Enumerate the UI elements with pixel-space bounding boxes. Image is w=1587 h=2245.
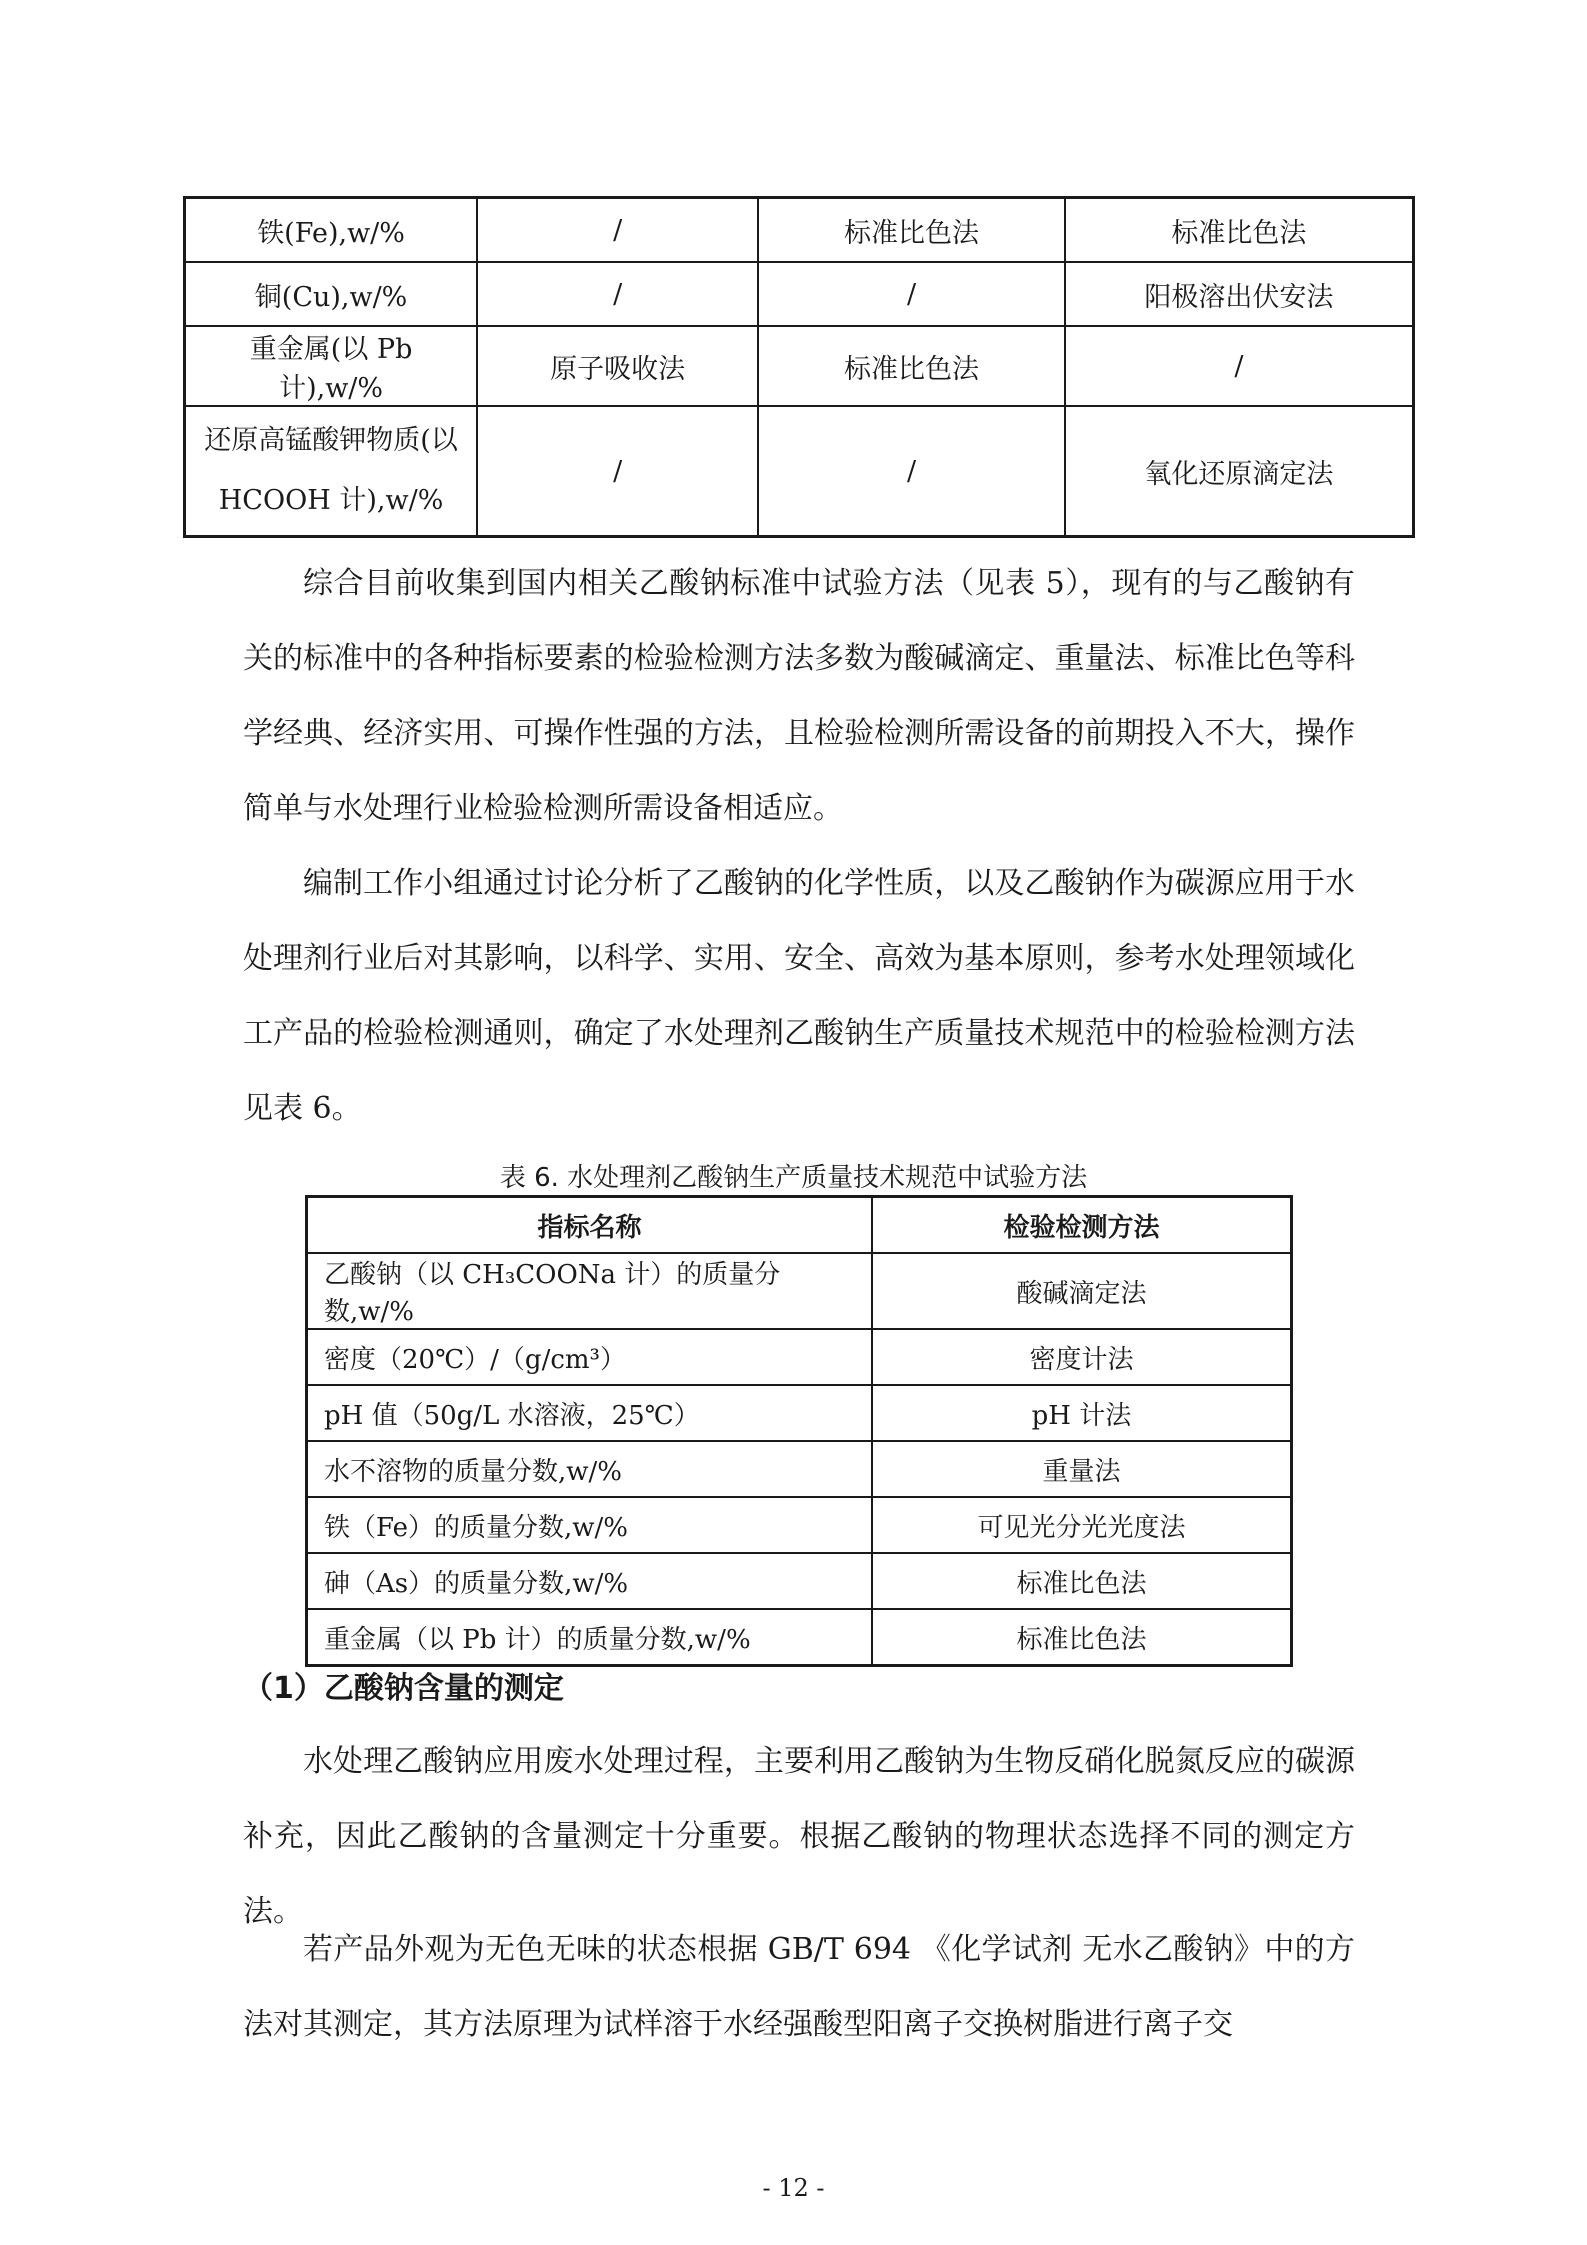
column-header: 检验检测方法 [872, 1197, 1292, 1254]
table-row [307, 1385, 1292, 1441]
table-cell: 氧化还原滴定法 [1065, 406, 1414, 537]
table-cell: 重金属（以 Pb 计）的质量分数,w/% [307, 1609, 872, 1666]
table-cell: 密度计法 [872, 1329, 1292, 1385]
table-cell: 乙酸钠（以 CH₃COONa 计）的质量分数,w/% [307, 1253, 872, 1329]
table-cell: 可见光分光光度法 [872, 1497, 1292, 1553]
table-caption: 表 6. 水处理剂乙酸钠生产质量技术规范中试验方法 [499, 1163, 1088, 1193]
table-header-row [307, 1197, 1292, 1254]
table-row [185, 262, 1414, 326]
table-cell: 砷（As）的质量分数,w/% [307, 1553, 872, 1609]
table-row [307, 1609, 1292, 1666]
table-cell: 重金属(以 Pb 计),w/% [185, 326, 478, 406]
table-row [185, 326, 1414, 406]
table-row [307, 1497, 1292, 1553]
cell-line: 还原高锰酸钾物质(以 [204, 425, 458, 456]
section-heading: （1）乙酸钠含量的测定 [243, 1671, 564, 1706]
table-cell: 标准比色法 [872, 1609, 1292, 1666]
table-cell: pH 计法 [872, 1385, 1292, 1441]
table-cell [185, 406, 478, 537]
table-cell: 阳极溶出伏安法 [1065, 262, 1414, 326]
table-cell: / [477, 198, 758, 263]
table-cell: 铁（Fe）的质量分数,w/% [307, 1497, 872, 1553]
table-5-continuation [183, 196, 1415, 538]
paragraph: 编制工作小组通过讨论分析了乙酸钠的化学性质，以及乙酸钠作为碳源应用于水处理剂行业后对其影响，以科学、实用、安全、高效为基本原则，参考水处理领域化工产品的检验检测通则，确定了水处理剂乙酸钠生产质量技术规范中的检验检测方法见表 6。 [243, 866, 1355, 1126]
table-cell: pH 值（50g/L 水溶液，25℃） [307, 1385, 872, 1441]
table-cell: 原子吸收法 [477, 326, 758, 406]
table-row [307, 1329, 1292, 1385]
paragraph: 若产品外观为无色无味的状态根据 GB/T 694 《化学试剂 无水乙酸钠》中的方法对其测定，其方法原理为试样溶于水经强酸型阳离子交换树脂进行离子交 [243, 1932, 1355, 2042]
table-cell: 标准比色法 [1065, 198, 1414, 263]
table-6 [305, 1195, 1293, 1667]
table-cell: 标准比色法 [872, 1553, 1292, 1609]
table-cell: / [758, 406, 1065, 537]
table-cell: 标准比色法 [758, 198, 1065, 263]
table-cell: 酸碱滴定法 [872, 1253, 1292, 1329]
table-cell: 铁(Fe),w/% [185, 198, 478, 263]
page-number: - 12 - [762, 2174, 825, 2202]
table-cell: / [1065, 326, 1414, 406]
table-cell: / [758, 262, 1065, 326]
table-cell: 标准比色法 [758, 326, 1065, 406]
table-cell: 重量法 [872, 1441, 1292, 1497]
table-cell: / [477, 406, 758, 537]
table-cell: 铜(Cu),w/% [185, 262, 478, 326]
paragraph: 水处理乙酸钠应用废水处理过程，主要利用乙酸钠为生物反硝化脱氮反应的碳源补充，因此乙酸钠的含量测定十分重要。根据乙酸钠的物理状态选择不同的测定方法。 [243, 1744, 1355, 1929]
cell-line: HCOOH 计),w/% [218, 485, 444, 516]
table-row [185, 406, 1414, 537]
table-row [307, 1441, 1292, 1497]
table-cell: 水不溶物的质量分数,w/% [307, 1441, 872, 1497]
table-row [307, 1253, 1292, 1329]
column-header: 指标名称 [307, 1197, 872, 1254]
table-row [185, 198, 1414, 263]
paragraph: 综合目前收集到国内相关乙酸钠标准中试验方法（见表 5），现有的与乙酸钠有关的标准中的各种指标要素的检验检测方法多数为酸碱滴定、重量法、标准比色等科学经典、经济实用、可操作性强的方法，且检验检测所需设备的前期投入不大，操作简单与水处理行业检验检测所需设备相适应。 [243, 566, 1355, 826]
table-cell: 密度（20℃）/（g/cm³） [307, 1329, 872, 1385]
table-row [307, 1553, 1292, 1609]
table-cell: / [477, 262, 758, 326]
